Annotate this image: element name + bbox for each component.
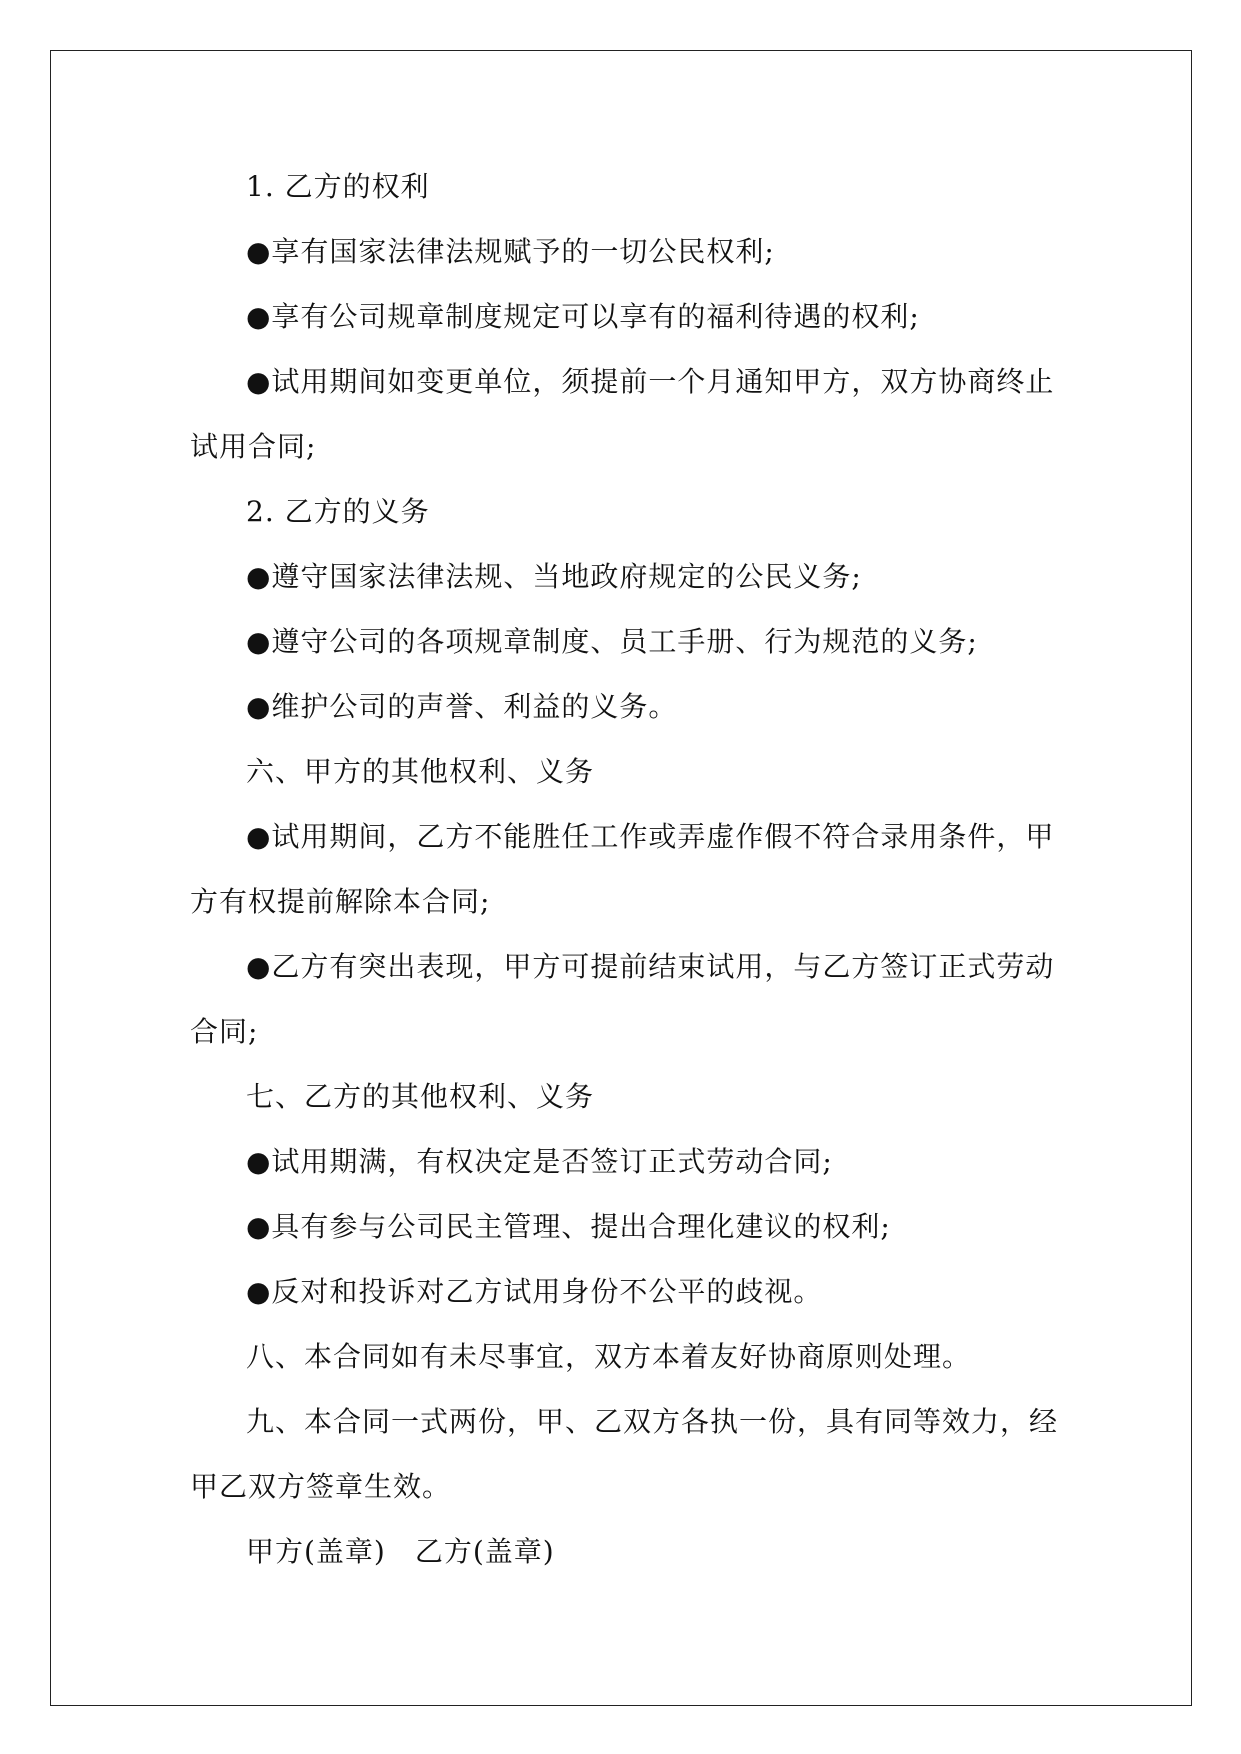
list-item: ●享有公司规章制度规定可以享有的福利待遇的权利; bbox=[246, 300, 920, 333]
section-heading-seven: 七、乙方的其他权利、义务 bbox=[246, 1080, 595, 1113]
list-item: ●乙方有突出表现，甲方可提前结束试用，与乙方签订正式劳动合同; bbox=[190, 950, 1055, 1048]
list-item: ●试用期间，乙方不能胜任工作或弄虚作假不符合录用条件，甲方有权提前解除本合同; bbox=[190, 820, 1055, 918]
clause-nine: 九、本合同一式两份，甲、乙双方各执一份，具有同等效力，经甲乙双方签章生效。 bbox=[190, 1405, 1059, 1503]
section-heading-six: 六、甲方的其他权利、义务 bbox=[246, 755, 595, 788]
section-heading-party-b-rights: 1. 乙方的权利 bbox=[246, 170, 430, 203]
list-item: ●反对和投诉对乙方试用身份不公平的歧视。 bbox=[246, 1275, 823, 1308]
list-item: ●试用期间如变更单位，须提前一个月通知甲方，双方协商终止试用合同; bbox=[190, 365, 1055, 463]
document-body bbox=[190, 154, 1058, 1584]
clause-eight: 八、本合同如有未尽事宜，双方本着友好协商原则处理。 bbox=[246, 1340, 972, 1373]
section-heading-party-b-duties: 2. 乙方的义务 bbox=[246, 495, 430, 528]
list-item: ●遵守公司的各项规章制度、员工手册、行为规范的义务; bbox=[246, 625, 978, 658]
signature-line: 甲方(盖章) 乙方(盖章) bbox=[246, 1535, 555, 1568]
list-item: ●遵守国家法律法规、当地政府规定的公民义务; bbox=[246, 560, 862, 593]
list-item: ●试用期满，有权决定是否签订正式劳动合同; bbox=[246, 1145, 833, 1178]
list-item: ●享有国家法律法规赋予的一切公民权利; bbox=[246, 235, 775, 268]
list-item: ●维护公司的声誉、利益的义务。 bbox=[246, 690, 678, 723]
list-item: ●具有参与公司民主管理、提出合理化建议的权利; bbox=[246, 1210, 891, 1243]
